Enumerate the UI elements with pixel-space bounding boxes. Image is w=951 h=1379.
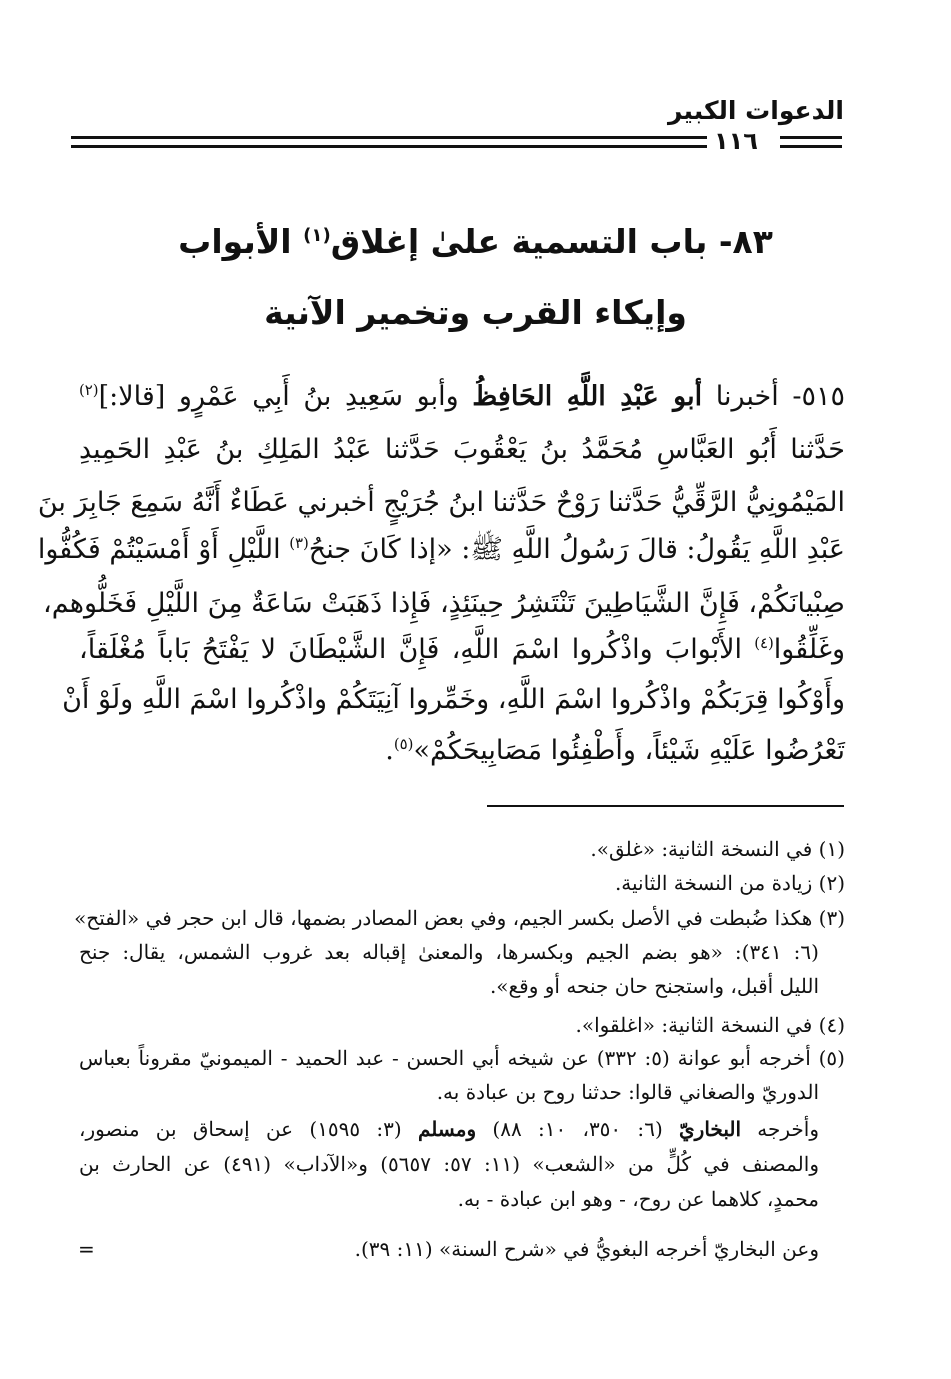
footnote-5-line-5: محمدٍ، كلاهما عن روح، - وهو ابن عبادة - به. bbox=[457, 1187, 819, 1211]
hadith-line-8 bbox=[79, 731, 845, 771]
narrator-name: أبو عَبْدِ اللَّهِ الحَافِظُ bbox=[472, 381, 703, 412]
header-rule-short-top bbox=[780, 136, 842, 139]
page-number: ١١٦ bbox=[714, 127, 758, 155]
hadith-text: اللَّيْلِ أَوْ أَمْسَيْتُمْ فَكُفُّوا bbox=[37, 534, 290, 565]
chapter-title-text-end: الأبواب bbox=[178, 222, 304, 261]
footnote-ref-1: (١) bbox=[303, 225, 331, 246]
footnote-2: (٢) زيادة من النسخة الثانية. bbox=[614, 871, 845, 895]
hadith-text: . bbox=[385, 735, 394, 766]
hadith-text: تَعْرُضُوا عَلَيْهِ شَيْئاً، وأَطْفِئُوا مَصَابِيحَكُمْ» bbox=[413, 735, 845, 766]
hadith-line-2: حَدَّثنا أَبُو العَبَّاسِ مُحَمَّدُ بنُ يَعْقُوبَ حَدَّثنا عَبْدُ المَلِكِ بنُ عَبْدِ الحَمِيدِ bbox=[79, 434, 845, 465]
footnote-3-line-3: الليل أقبل، واستجنح حان جنحه أو وقع». bbox=[489, 974, 819, 998]
footnote-text: (٣: ١٥٩٥) عن إسحاق بن منصور، bbox=[79, 1117, 418, 1141]
continuation-mark: = bbox=[78, 1237, 95, 1261]
footnote-5-line-6: وعن البخاريّ أخرجه البغويُّ في «شرح السنة» (١١: ٣٩). bbox=[354, 1237, 819, 1261]
hadith-text: عَبْدِ اللَّهِ يَقُولُ: قالَ رَسُولُ اللَّهِ ﷺ: «إذا كَانَ جنحُ bbox=[308, 534, 845, 565]
hadith-line-4 bbox=[37, 530, 845, 570]
source-muslim: ومسلم bbox=[418, 1117, 477, 1141]
footnote-ref-5: (٥) bbox=[393, 735, 414, 753]
footnote-text: وأخرجه bbox=[741, 1117, 819, 1141]
chapter-title-line2: وإيكاء القرب وتخمير الآنية bbox=[264, 293, 687, 332]
header-rule-long-top bbox=[71, 136, 707, 139]
footnote-5-line-1: (٥) أخرجه أبو عوانة (٥: ٣٣٢) عن شيخه أبي الحسن - عبد الحميد - الميمونيّ مقروناً بعباس bbox=[79, 1046, 845, 1070]
chapter-title-line1 bbox=[100, 222, 851, 261]
footnote-ref-2: (٢) bbox=[79, 381, 99, 399]
footnote-5-line-2: الدوريّ والصغاني قالوا: حدثنا روح بن عبادة به. bbox=[436, 1080, 819, 1104]
footnote-text: (٦: ٣٥٠، ١٠: ٨٨) bbox=[476, 1117, 680, 1141]
header-rule-short-bottom bbox=[780, 145, 842, 148]
hadith-line-7: وأَوْكُوا قِرَبَكُمْ واذْكُروا اسْمَ اللَّهِ، وخَمِّروا آنِيَتَكُمْ واذْكُروا اسْمَ اللَّهِ ولَوْ أَنْ bbox=[62, 684, 845, 715]
hadith-text: وأبو سَعِيدِ بنُ أَبِي عَمْرٍو [قالا:] bbox=[98, 381, 473, 412]
footnote-5-line-4: والمصنف في كُلٍّ من «الشعب» (١١: ٥٧: ٥٦٥٧) و«الآداب» (٤٩١) عن الحارث بن bbox=[79, 1152, 819, 1176]
hadith-line-5: صِبْيانَكُمْ، فَإِنَّ الشَّيَاطِينَ تَنْتَشِرُ حِينَئِذٍ، فَإِذا ذَهَبَتْ سَاعَةٌ مِنَ اللَّيْلِ فَخَلُّوهم، bbox=[43, 588, 845, 619]
footnote-1: (١) في النسخة الثانية: «غلق». bbox=[590, 837, 845, 861]
source-bukhari: البخاريّ bbox=[679, 1117, 742, 1141]
footnote-ref-4: (٤) bbox=[754, 634, 774, 652]
chapter-title-text: ٨٣- باب التسمية علىٰ إغلاق bbox=[330, 222, 773, 261]
footnote-5-line-3 bbox=[79, 1114, 819, 1144]
hadith-line-6 bbox=[79, 630, 845, 670]
hadith-line-3: المَيْمُونِيُّ الرَّقِّيُّ حَدَّثنا رَوْحٌ حَدَّثنا ابنُ جُرَيْجٍ أخبرني عَطَاءٌ أَنَّهُ سَمِعَ جَابِرَ بنَ bbox=[37, 487, 845, 518]
footnote-4: (٤) في النسخة الثانية: «اغلقوا». bbox=[575, 1013, 845, 1037]
footnote-3-line-2: (٦: ٣٤١): «هو بضم الجيم وبكسرها، والمعنىٰ إقباله بعد غروب الشمس، يقال: جنح bbox=[79, 940, 819, 964]
hadith-text: وغَلِّقُوا bbox=[773, 634, 845, 665]
hadith-text: ٥١٥- أخبرنا bbox=[702, 381, 845, 412]
hadith-line-1 bbox=[79, 377, 845, 417]
footnote-ref-3: (٣) bbox=[289, 534, 309, 552]
header-rule-long-bottom bbox=[71, 145, 707, 148]
footnote-3-line-1: (٣) هكذا ضُبطت في الأصل بكسر الجيم، وفي بعض المصادر بضمها، قال ابن حجر في «الفتح» bbox=[74, 906, 845, 930]
footnote-divider bbox=[487, 805, 844, 807]
running-header-title: الدعوات الكبير bbox=[667, 96, 844, 125]
hadith-text: الأَبْوابَ واذْكُروا اسْمَ اللَّهِ، فَإِنَّ الشَّيْطَانَ لا يَفْتَحُ بَاباً مُغْلَقاً، bbox=[79, 634, 755, 665]
